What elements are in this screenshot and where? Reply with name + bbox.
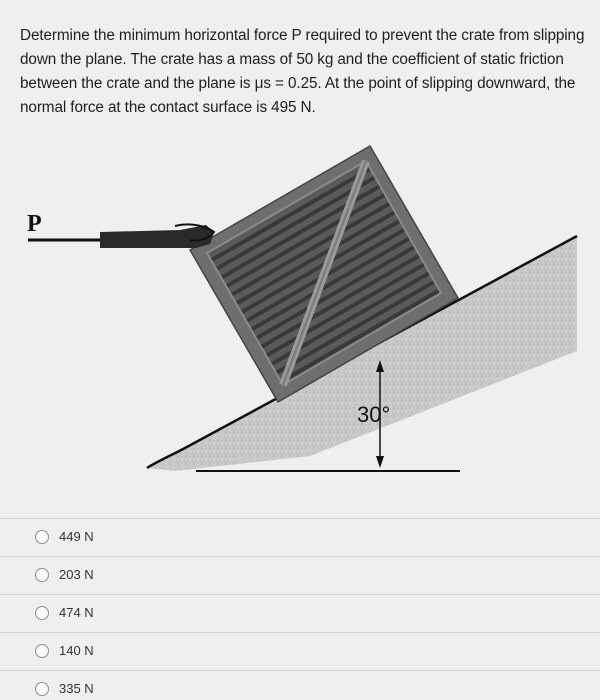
answer-option[interactable] (0, 518, 600, 556)
question-text: Determine the minimum horizontal force P required to prevent the crate from slipping down the plane. The crate has a mass of 50 kg and the coefficient of static friction between the crate and the plane is μs = 0.25. At the point of slipping downward, the normal force at the contact surface is 495 N. (20, 27, 585, 116)
option-label: 335 N (59, 681, 94, 696)
option-label: 203 N (59, 567, 94, 582)
answer-option[interactable] (0, 632, 600, 670)
radio-button[interactable] (35, 606, 49, 620)
question-block (20, 24, 586, 120)
radio-button[interactable] (35, 644, 49, 658)
angle-label: 30° (357, 402, 391, 427)
answer-options (0, 518, 600, 700)
radio-button[interactable] (35, 682, 49, 696)
force-p-arrow (28, 224, 214, 248)
problem-figure (0, 126, 600, 506)
option-label: 140 N (59, 643, 94, 658)
answer-option[interactable] (0, 556, 600, 594)
option-label: 449 N (59, 529, 94, 544)
force-label: P (27, 211, 42, 237)
answer-option[interactable] (0, 594, 600, 632)
figure-canvas (0, 126, 600, 506)
radio-button[interactable] (35, 530, 49, 544)
radio-button[interactable] (35, 568, 49, 582)
answer-option[interactable] (0, 670, 600, 700)
option-label: 474 N (59, 605, 94, 620)
